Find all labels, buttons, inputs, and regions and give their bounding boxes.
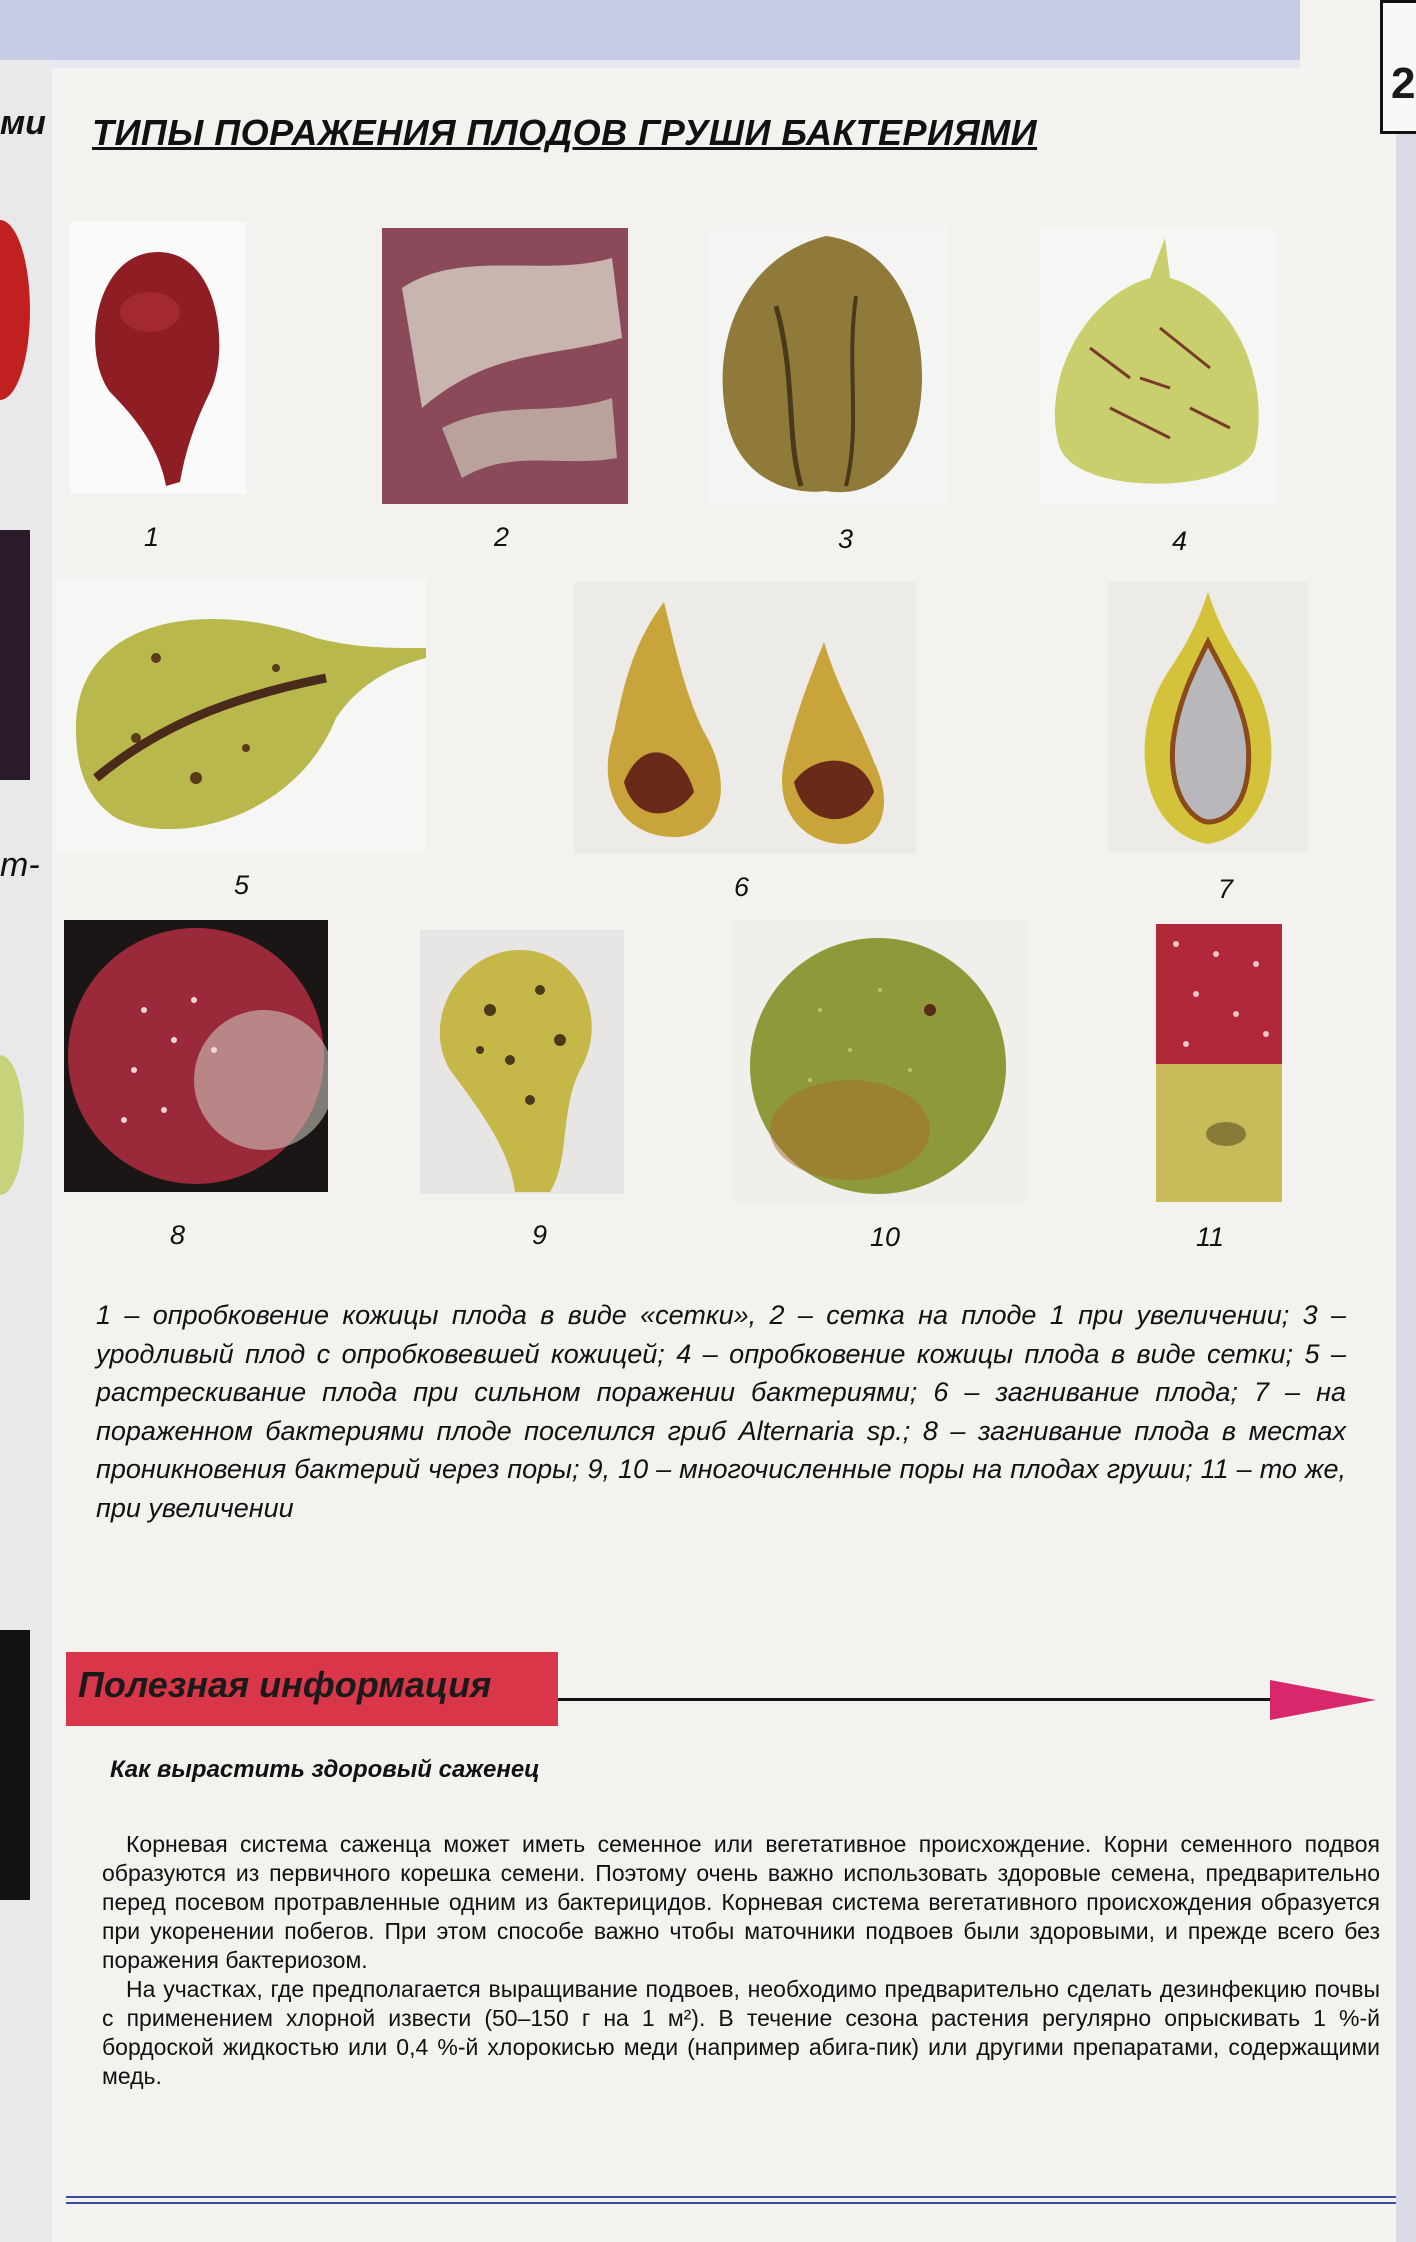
info-subtitle: Как вырастить здоровый саженец bbox=[110, 1756, 540, 1783]
info-body bbox=[102, 1830, 1380, 2091]
left-edge-photo-fragment bbox=[0, 210, 30, 410]
right-page-edge bbox=[1396, 128, 1416, 2242]
figure-number: 8 bbox=[170, 1220, 186, 1250]
info-heading: Полезная информация bbox=[78, 1664, 492, 1705]
top-color-band bbox=[0, 0, 1300, 60]
pear-cracked-icon bbox=[56, 578, 426, 852]
figure-number: 9 bbox=[532, 1220, 548, 1250]
pear-cut-alternaria-icon bbox=[1108, 582, 1308, 852]
figure-number: 2 bbox=[494, 522, 510, 552]
pear-green-pores-icon bbox=[730, 920, 1026, 1202]
top-color-band-light bbox=[0, 60, 1300, 68]
info-rule-line bbox=[558, 1698, 1308, 1701]
pear-pores-rot-icon bbox=[64, 920, 328, 1192]
figure-number: 5 bbox=[234, 870, 250, 900]
left-fragment-top: ми bbox=[0, 104, 46, 142]
left-edge-photo-fragment bbox=[0, 1050, 30, 1200]
left-fragment-mid: т- bbox=[0, 846, 40, 884]
figure-number: 1 bbox=[144, 522, 160, 552]
pear-deformed-icon bbox=[706, 226, 946, 506]
arrow-right-icon bbox=[1270, 1680, 1376, 1720]
figure-caption: 1 – опробковение кожицы плода в виде «сетки», 2 – сетка на плоде 1 при увеличении; 3 – уродливый плод с опробковевшей кожицей; 4 – опробковение кожицы плода в виде сетки; 5 – растрескивание плода при сильном поражении бактериями; 6 – загнивание плода; 7 – на пораженном бактериями плоде поселился гриб Alternaria sp.; 8 – загнивание плода в местах проникновения бактерий через поры; 9, 10 – многочисленные поры на плодах груши; 11 – то же, при увеличении bbox=[96, 1300, 1346, 1523]
figure-number: 10 bbox=[870, 1222, 901, 1252]
pear-yellow-netting-icon bbox=[1040, 228, 1276, 504]
pears-rotting-icon bbox=[574, 582, 916, 854]
pear-skin-closeup-icon bbox=[382, 228, 628, 504]
pear-red-netting-icon bbox=[70, 222, 246, 494]
page-number-tab bbox=[1380, 0, 1416, 134]
info-heading-box bbox=[66, 1652, 558, 1726]
left-edge-photo-fragment bbox=[0, 530, 30, 780]
pear-pores-closeup-icon bbox=[1156, 924, 1282, 1202]
left-edge-photo-fragment bbox=[0, 1630, 30, 1900]
page-number: 2 bbox=[1391, 59, 1416, 108]
page-title: ТИПЫ ПОРАЖЕНИЯ ПЛОДОВ ГРУШИ БАКТЕРИЯМИ bbox=[92, 112, 1038, 153]
figure-number: 3 bbox=[838, 524, 854, 554]
pear-pores-icon bbox=[420, 930, 624, 1194]
figure-number: 11 bbox=[1196, 1222, 1225, 1252]
info-paragraph: На участках, где предполагается выращивание подвоев, необходимо предварительно сделать дезинфекцию почвы с применением хлорной извести (50–150 г на 1 м²). В течение сезона растения регулярно опрыскивать 1 %-й бордоской жидкостью или 0,4 %-й хлорокисью меди (например абига-пик) или другими препаратами, содержащими медь. bbox=[102, 1976, 1380, 2089]
footer-rule bbox=[66, 2196, 1396, 2208]
figure-number: 6 bbox=[734, 872, 750, 902]
figure-number: 4 bbox=[1172, 526, 1188, 556]
figure-number: 7 bbox=[1218, 874, 1234, 904]
info-paragraph: Корневая система саженца может иметь семенное или вегетативное происхождение. Корни семенного подвоя образуются из первичного корешка семени. Поэтому очень важно использовать здоровые семена, предварительно перед посевом протравленные одним из бактерицидов. Корневая система вегетативного происхождения образуется при укоренении побегов. При этом способе важно чтобы маточники подвоев были здоровыми, и прежде всего без поражения бактериозом. bbox=[102, 1831, 1380, 1973]
